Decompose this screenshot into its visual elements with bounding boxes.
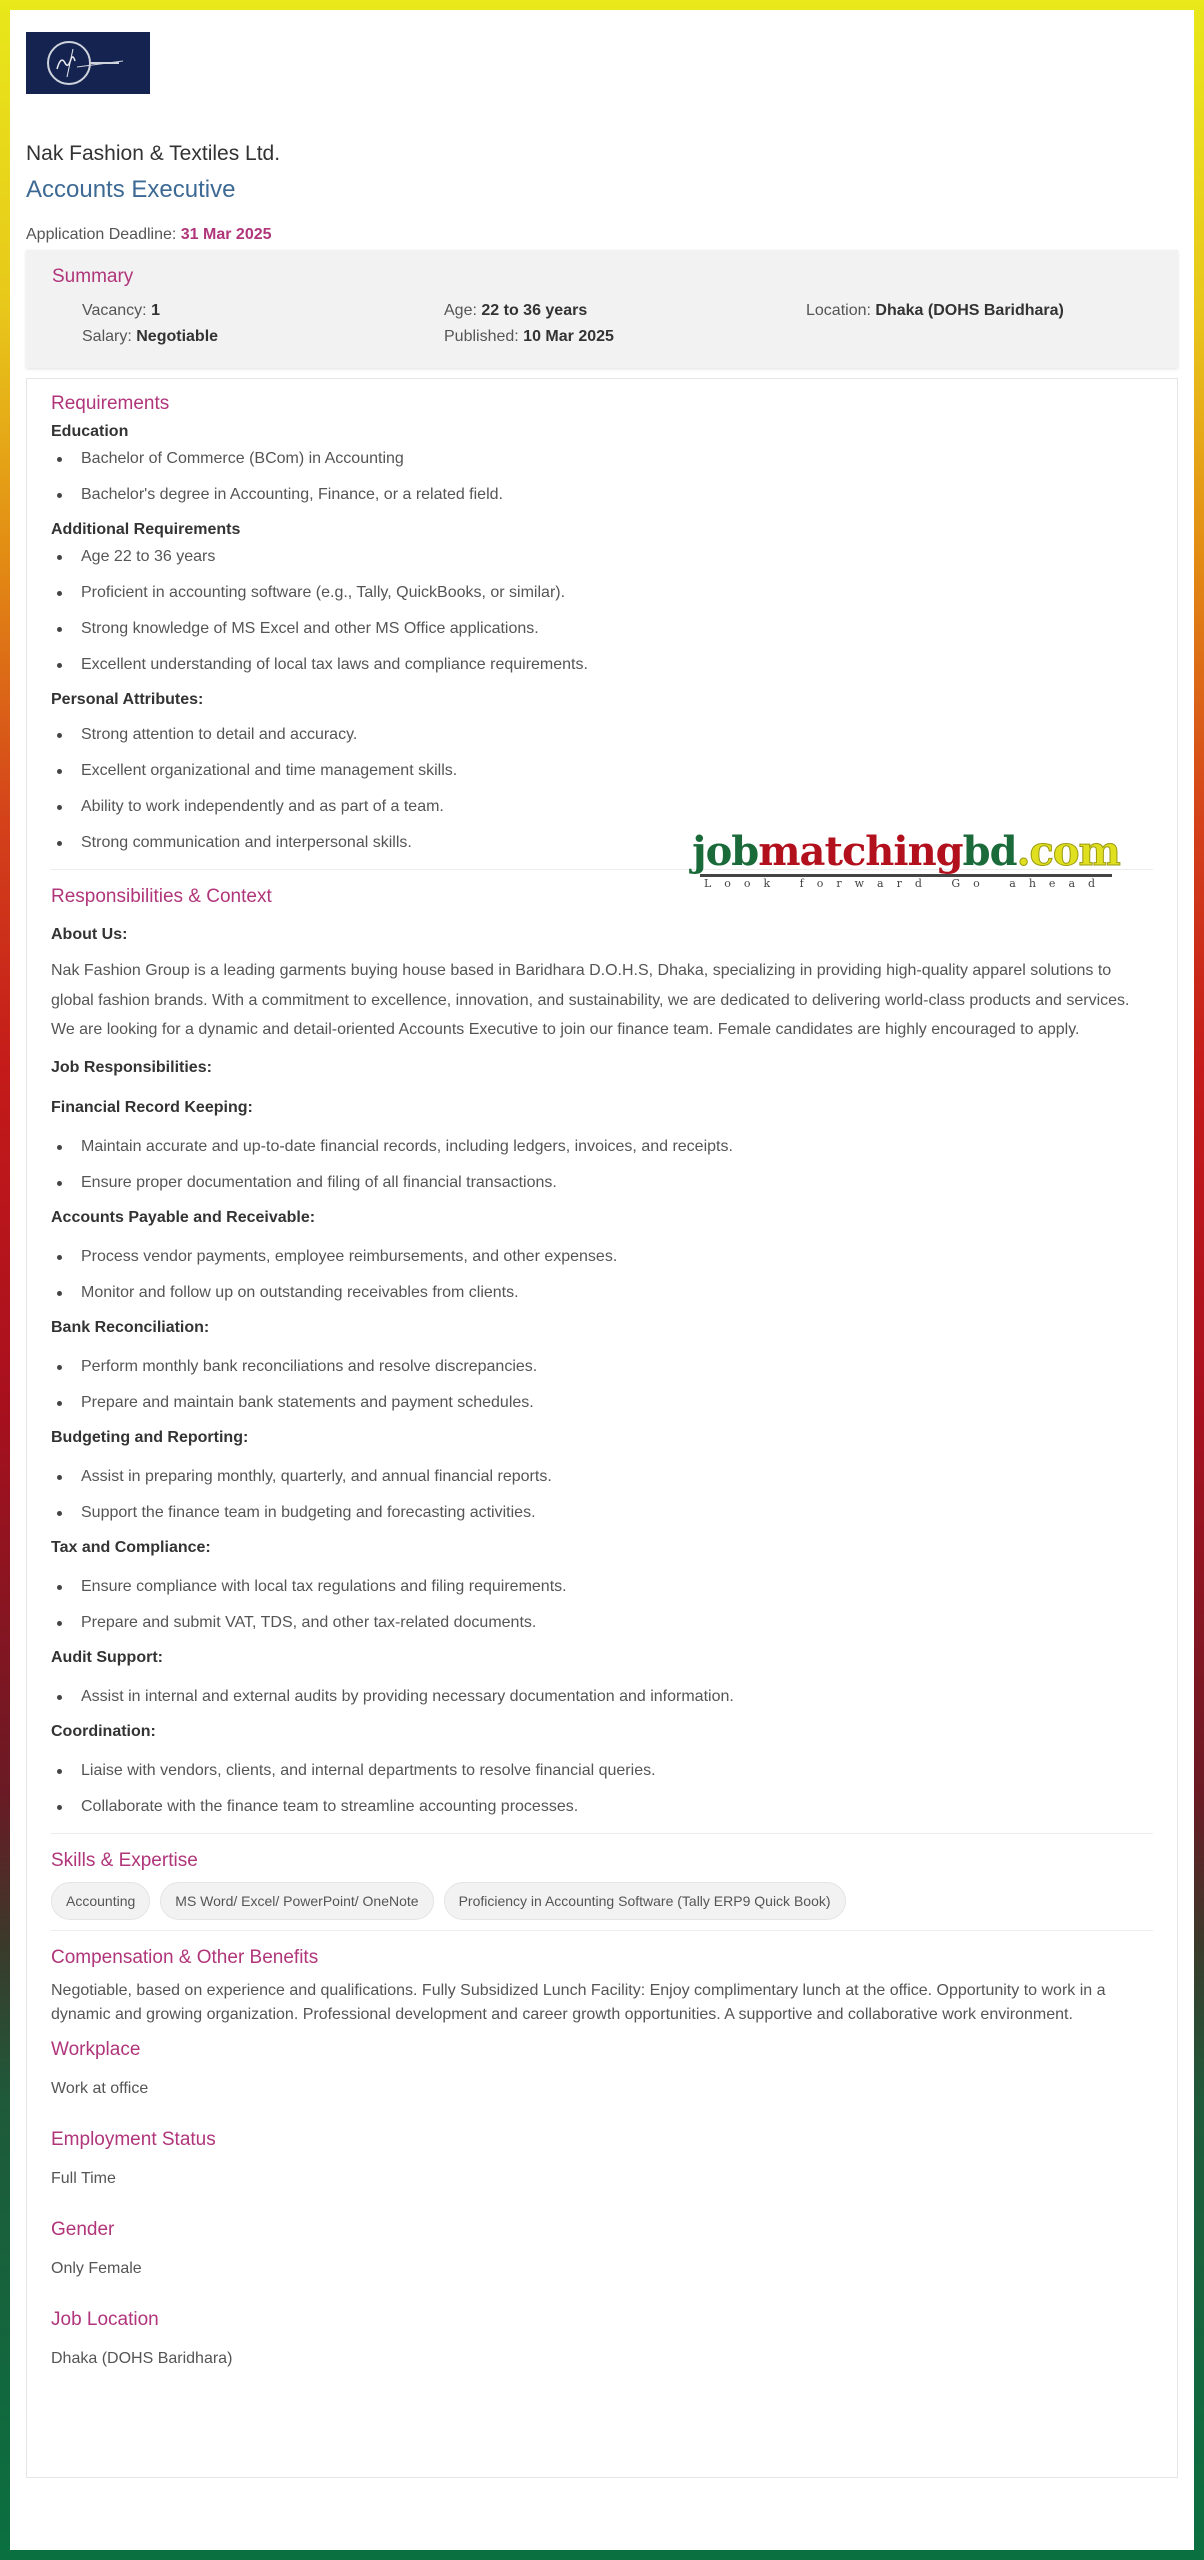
location-value: Dhaka (DOHS Baridhara) [875,302,1064,319]
personal-attributes-title: Personal Attributes: [51,691,204,708]
published-label: Published: [444,328,519,345]
summary-panel [26,250,1178,368]
responsibilities-title: Responsibilities & Context [51,886,272,907]
employment-status-title: Employment Status [51,2128,216,2150]
list-item: Age 22 to 36 years [51,547,1153,567]
age-label: Age: [444,302,477,319]
list-item: Support the finance team in budgeting and forecasting activities. [51,1503,1153,1523]
list-item: Assist in internal and external audits by providing necessary documentation and information. [51,1687,1153,1707]
list-item: Bachelor of Commerce (BCom) in Accounting [51,449,1153,469]
list-item: Ability to work independently and as part of a team. [51,797,1153,817]
additional-requirements-list [51,547,1153,675]
resp-group-title: Tax and Compliance: [51,1538,211,1556]
list-item: Maintain accurate and up-to-date financial records, including ledgers, invoices, and receipts. [51,1137,1153,1157]
summary-salary [82,328,444,346]
resp-group-list [51,1247,1153,1303]
resp-group-list [51,1577,1153,1633]
company-logo [26,32,150,94]
skills-title: Skills & Expertise [51,1849,198,1871]
requirements-title: Requirements [51,393,170,414]
gender-value: Only Female [51,2259,142,2277]
job-title: Accounts Executive [26,176,236,203]
compensation-text: Negotiable, based on experience and qualifications. Fully Subsidized Lunch Facility: Enjoy complimentary lunch at the office. Opportunity to work in a dynamic and growing organization. Professional development and career growth opportunities. A supportive and collaborative work environment. [51,1981,1106,2023]
watermark-part-bd: bd [962,828,1017,875]
job-responsibilities-title: Job Responsibilities: [51,1058,212,1076]
list-item: Ensure proper documentation and filing of all financial transactions. [51,1173,1153,1193]
list-item: Monitor and follow up on outstanding receivables from clients. [51,1283,1153,1303]
deadline-value: 31 Mar 2025 [180,226,272,243]
job-details-card [26,378,1178,2478]
vacancy-label: Vacancy: [82,302,147,319]
gender-title: Gender [51,2218,115,2240]
summary-grid [52,302,1152,346]
list-item: Assist in preparing monthly, quarterly, and annual financial reports. [51,1467,1153,1487]
nak-fashion-logo-icon [43,37,133,89]
about-us-title: About Us: [51,926,128,943]
job-location-title: Job Location [51,2308,159,2330]
location-label: Location: [806,302,871,319]
summary-location [806,302,1152,320]
application-deadline [26,226,1178,244]
resp-group-list [51,1467,1153,1523]
list-item: Strong knowledge of MS Excel and other MS Office applications. [51,619,1153,639]
section-divider [51,1833,1153,1834]
list-item: Prepare and submit VAT, TDS, and other tax-related documents. [51,1613,1153,1633]
vacancy-value: 1 [151,302,160,319]
list-item: Liaise with vendors, clients, and internal departments to resolve financial queries. [51,1761,1153,1781]
watermark-logo-text [688,828,1124,875]
list-item: Bachelor's degree in Accounting, Finance, or a related field. [51,485,1153,505]
jobmatchingbd-watermark [688,828,1124,890]
watermark-part-job: job [692,828,759,875]
employment-status-value: Full Time [51,2169,116,2187]
list-item: Ensure compliance with local tax regulations and filing requirements. [51,1577,1153,1597]
deadline-label: Application Deadline: [26,226,177,243]
list-item: Collaborate with the finance team to streamline accounting processes. [51,1797,1153,1817]
list-item: Proficient in accounting software (e.g., Tally, QuickBooks, or similar). [51,583,1153,603]
skills-chips [51,1882,1153,1920]
about-us-text: Nak Fashion Group is a leading garments buying house based in Baridhara D.O.H.S, Dhaka, specializing in providing high-quality apparel solutions to global fashion brands. With a commitment to excellence, innovation, and sustainability, we are dedicated to delivering world-class products and services. We are looking for a dynamic and detail-oriented Accounts Executive to join our finance team. Female candidates are highly encouraged to apply. [51,962,1130,1038]
summary-vacancy [82,302,444,320]
resp-group-title: Financial Record Keeping: [51,1098,253,1116]
summary-age [444,302,806,320]
resp-group-title: Coordination: [51,1722,156,1740]
education-list [51,449,1153,505]
company-name: Nak Fashion & Textiles Ltd. [26,142,281,165]
watermark-part-com: .com [1016,828,1120,875]
list-item: Prepare and maintain bank statements and payment schedules. [51,1393,1153,1413]
skill-chip[interactable]: Accounting [51,1882,150,1920]
resp-group-title: Audit Support: [51,1648,163,1666]
job-location-value: Dhaka (DOHS Baridhara) [51,2349,233,2367]
resp-group-title: Accounts Payable and Receivable: [51,1208,316,1226]
education-title: Education [51,423,129,440]
skill-chip[interactable]: Proficiency in Accounting Software (Tally ERP9 Quick Book) [444,1882,846,1920]
skill-chip[interactable]: MS Word/ Excel/ PowerPoint/ OneNote [160,1882,433,1920]
section-divider [51,1930,1153,1931]
list-item: Process vendor payments, employee reimbursements, and other expenses. [51,1247,1153,1267]
compensation-title: Compensation & Other Benefits [51,1946,319,1968]
resp-group-list [51,1137,1153,1193]
list-item: Strong communication and interpersonal skills. [51,833,1153,853]
list-item: Perform monthly bank reconciliations and resolve discrepancies. [51,1357,1153,1377]
list-item: Strong attention to detail and accuracy. [51,725,1153,745]
resp-group-title: Budgeting and Reporting: [51,1428,249,1446]
additional-requirements-title: Additional Requirements [51,521,241,538]
summary-title: Summary [52,266,134,287]
list-item: Excellent organizational and time management skills. [51,761,1153,781]
published-value: 10 Mar 2025 [523,328,614,345]
age-value: 22 to 36 years [481,302,588,319]
summary-published [444,328,806,346]
job-post-page [10,10,1194,2550]
workplace-value: Work at office [51,2079,149,2097]
resp-group-list [51,1761,1153,1817]
resp-group-list [51,1357,1153,1413]
watermark-part-matching: matching [758,828,963,875]
resp-group-title: Bank Reconciliation: [51,1318,210,1336]
salary-value: Negotiable [136,328,219,345]
salary-label: Salary: [82,328,132,345]
watermark-tagline: Look forward Go ahead [703,877,1109,890]
workplace-title: Workplace [51,2038,141,2060]
list-item: Excellent understanding of local tax laws and compliance requirements. [51,655,1153,675]
resp-group-list [51,1687,1153,1707]
